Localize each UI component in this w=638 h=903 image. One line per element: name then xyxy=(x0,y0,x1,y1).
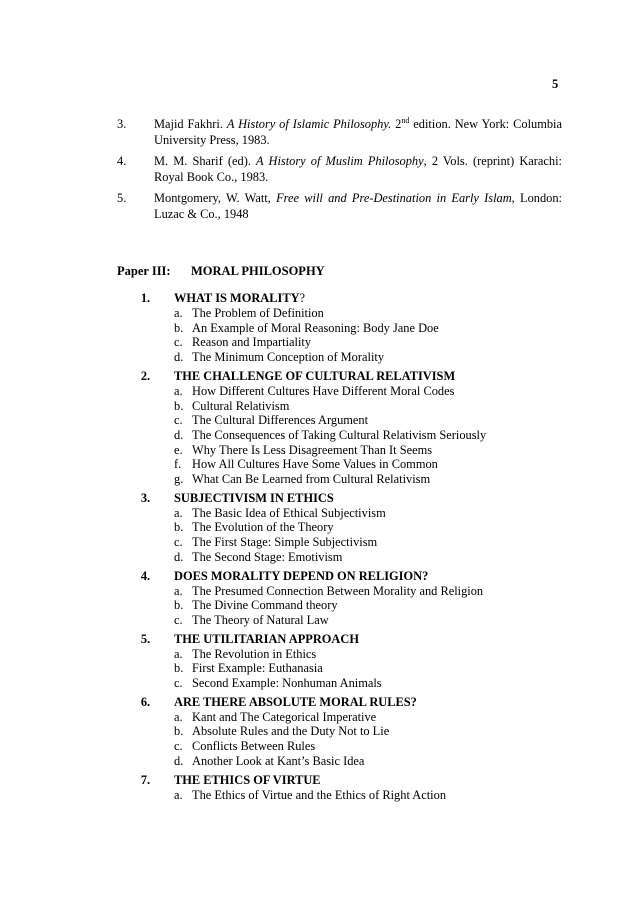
topic-item xyxy=(117,428,562,443)
topic-text: The Divine Command theory xyxy=(192,598,338,613)
reference-edition: 2 xyxy=(391,117,402,131)
reference-superscript: nd xyxy=(401,116,410,125)
topic-letter: b. xyxy=(174,661,184,676)
unit-section xyxy=(117,490,562,565)
topic-letter: a. xyxy=(174,709,183,724)
topic-item xyxy=(117,613,562,628)
topic-item xyxy=(117,443,562,458)
topic-text: What Can Be Learned from Cultural Relativism xyxy=(192,472,431,487)
reference-text xyxy=(154,190,562,222)
unit-title-text: THE UTILITARIAN APPROACH xyxy=(174,631,359,646)
topic-item xyxy=(117,384,562,399)
unit-title xyxy=(174,368,455,384)
topic-text: Conflicts Between Rules xyxy=(192,739,316,754)
paper-label: Paper III: xyxy=(117,264,171,278)
unit-number: 6. xyxy=(140,694,151,709)
topic-item xyxy=(117,676,562,691)
topic-letter: c. xyxy=(174,612,183,627)
topic-text: Kant and The Categorical Imperative xyxy=(192,709,377,724)
topic-item xyxy=(117,321,562,336)
topic-text: The Evolution of the Theory xyxy=(192,520,334,535)
topic-text: Another Look at Kant’s Basic Idea xyxy=(192,753,365,768)
topic-item xyxy=(117,661,562,676)
unit-title-text: THE CHALLENGE OF CULTURAL RELATIVISM xyxy=(174,368,456,383)
unit-title-text: SUBJECTIVISM IN ETHICS xyxy=(174,490,334,505)
topic-letter: a. xyxy=(174,646,183,661)
topic-text: The Revolution in Ethics xyxy=(192,646,317,661)
unit-number: 2. xyxy=(140,368,151,383)
unit-title xyxy=(174,290,305,306)
unit-section xyxy=(117,631,562,691)
unit-title-suffix: ? xyxy=(299,291,306,305)
topic-text: An Example of Moral Reasoning: Body Jane Doe xyxy=(192,320,439,335)
topic-letter: a. xyxy=(174,787,183,802)
topic-item xyxy=(117,350,562,365)
unit-section xyxy=(117,772,562,803)
topic-item xyxy=(117,710,562,725)
reference-item xyxy=(117,153,562,185)
topic-item xyxy=(117,550,562,565)
topic-letter: b. xyxy=(174,598,184,613)
unit-title xyxy=(174,772,321,788)
topic-item xyxy=(117,335,562,350)
unit-section xyxy=(117,368,562,487)
paper-title: MORAL PHILOSOPHY xyxy=(191,264,325,278)
page-number: 5 xyxy=(552,77,559,91)
topic-item xyxy=(117,472,562,487)
topic-letter: d. xyxy=(174,753,184,768)
topic-item xyxy=(117,647,562,662)
topic-item xyxy=(117,399,562,414)
topic-item xyxy=(117,739,562,754)
topic-item xyxy=(117,535,562,550)
unit-section xyxy=(117,290,562,365)
topic-item xyxy=(117,788,562,803)
topic-item xyxy=(117,584,562,599)
reference-item xyxy=(117,116,562,148)
unit-title xyxy=(174,490,334,506)
topic-text: The Second Stage: Emotivism xyxy=(192,549,343,564)
topic-text: The Consequences of Taking Cultural Relativism Seriously xyxy=(192,427,487,442)
topic-item xyxy=(117,306,562,321)
reference-author: Montgomery, W. Watt, xyxy=(154,191,277,205)
topic-text: The Basic Idea of Ethical Subjectivism xyxy=(192,505,386,520)
topic-text: How Different Cultures Have Different Moral Codes xyxy=(192,383,455,398)
reference-title: A History of Muslim Philosophy xyxy=(256,154,424,168)
topic-letter: b. xyxy=(174,724,184,739)
unit-heading xyxy=(117,490,562,506)
topic-item xyxy=(117,457,562,472)
unit-number: 3. xyxy=(140,490,151,505)
topic-letter: c. xyxy=(174,335,183,350)
topic-text: Absolute Rules and the Duty Not to Lie xyxy=(192,724,390,739)
topic-text: The Cultural Differences Argument xyxy=(192,413,369,428)
topic-item xyxy=(117,598,562,613)
topic-letter: b. xyxy=(174,520,184,535)
topic-letter: d. xyxy=(174,427,184,442)
reference-number: 4. xyxy=(117,154,127,168)
reference-publisher: edition. New York: Columbia University Press, 1983. xyxy=(154,117,562,147)
unit-number: 4. xyxy=(140,568,151,583)
reference-text xyxy=(154,153,562,185)
topic-text: The Problem of Definition xyxy=(192,306,324,320)
unit-heading xyxy=(117,631,562,647)
topic-item xyxy=(117,520,562,535)
topic-text: Why There Is Less Disagreement Than It Seems xyxy=(192,442,433,457)
topic-letter: d. xyxy=(174,350,184,365)
topic-text: Cultural Relativism xyxy=(192,398,290,413)
topic-item xyxy=(117,413,562,428)
topic-text: How All Cultures Have Some Values in Common xyxy=(192,457,438,472)
topic-text: Second Example: Nonhuman Animals xyxy=(192,676,382,691)
topic-text: The First Stage: Simple Subjectivism xyxy=(192,535,378,550)
unit-heading xyxy=(117,772,562,788)
topic-letter: c. xyxy=(174,676,183,691)
unit-title-text: THE ETHICS OF VIRTUE xyxy=(174,772,321,787)
reference-number: 3. xyxy=(117,117,127,131)
topic-letter: a. xyxy=(174,383,183,398)
topic-letter: b. xyxy=(174,398,184,413)
reference-publisher: , 2 Vols. (reprint) Karachi: Royal Book Co., 1983. xyxy=(154,154,562,184)
topic-letter: c. xyxy=(174,739,183,754)
unit-title xyxy=(174,631,359,647)
topic-text: The Presumed Connection Between Morality and Religion xyxy=(192,583,484,598)
topic-item xyxy=(117,724,562,739)
topic-text: Reason and Impartiality xyxy=(192,335,312,350)
topic-letter: e. xyxy=(174,442,183,457)
unit-number: 1. xyxy=(140,291,151,305)
unit-heading xyxy=(117,694,562,710)
unit-list xyxy=(117,290,562,805)
topic-letter: b. xyxy=(174,320,184,335)
reference-text xyxy=(154,116,562,148)
topic-text: The Minimum Conception of Morality xyxy=(192,350,385,365)
topic-text: The Theory of Natural Law xyxy=(192,612,329,627)
unit-number: 5. xyxy=(140,631,151,646)
paper-heading xyxy=(117,264,325,279)
unit-section xyxy=(117,694,562,769)
topic-text: The Ethics of Virtue and the Ethics of Right Action xyxy=(192,787,447,802)
reference-title: Free will and Pre-Destination in Early Islam xyxy=(276,191,512,205)
topic-letter: g. xyxy=(174,472,184,487)
topic-letter: f. xyxy=(174,457,182,472)
reference-publisher: , London: Luzac & Co., 1948 xyxy=(154,191,562,221)
reference-author: Majid Fakhri. xyxy=(154,117,227,131)
unit-title xyxy=(174,694,417,710)
unit-heading xyxy=(117,290,562,306)
unit-title xyxy=(174,568,428,584)
reference-title: A History of Islamic Philosophy. xyxy=(226,117,392,131)
reference-number: 5. xyxy=(117,191,127,205)
unit-number: 7. xyxy=(140,772,151,787)
topic-letter: a. xyxy=(174,306,183,320)
unit-heading xyxy=(117,368,562,384)
unit-title-text: ARE THERE ABSOLUTE MORAL RULES? xyxy=(174,694,417,709)
unit-title-text: DOES MORALITY DEPEND ON RELIGION? xyxy=(174,568,429,583)
topic-letter: d. xyxy=(174,549,184,564)
topic-text: First Example: Euthanasia xyxy=(192,661,323,676)
topic-item xyxy=(117,754,562,769)
topic-item xyxy=(117,506,562,521)
topic-letter: c. xyxy=(174,413,183,428)
topic-letter: c. xyxy=(174,535,183,550)
topic-letter: a. xyxy=(174,505,183,520)
unit-heading xyxy=(117,568,562,584)
unit-section xyxy=(117,568,562,628)
reference-item xyxy=(117,190,562,222)
reference-list xyxy=(117,116,562,227)
unit-title-text: WHAT IS MORALITY xyxy=(174,291,300,305)
topic-letter: a. xyxy=(174,583,183,598)
reference-author: M. M. Sharif (ed). xyxy=(154,154,257,168)
